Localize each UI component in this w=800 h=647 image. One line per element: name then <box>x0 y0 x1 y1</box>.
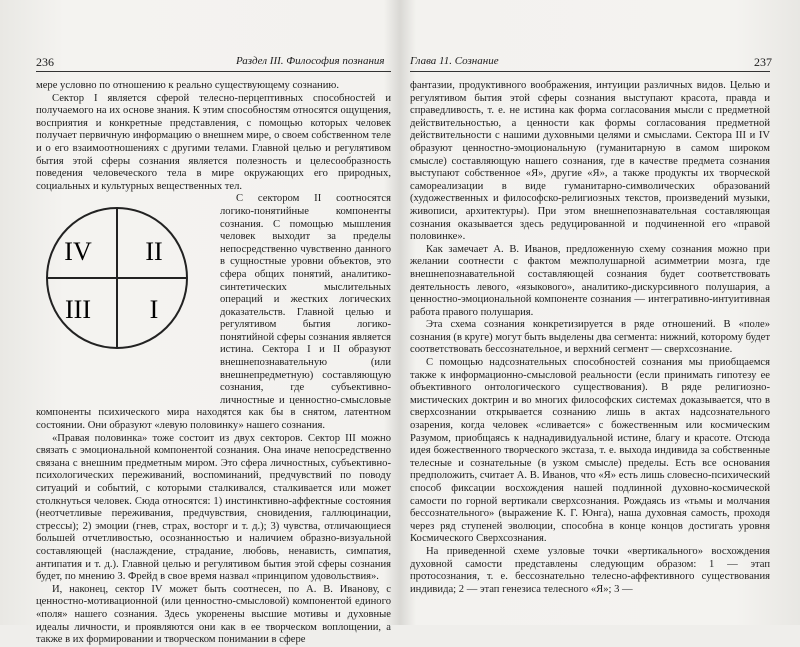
right-body <box>410 80 770 620</box>
paragraph: фантазии, продуктивного воображения, интуиции различных видов. Целью и регулятивом бытия этой сферы сознания выступают красота, правда и справедливость, т. е. не истина как форма согласования мысли с предметной действительностью, а ценности как формы согласования предметной действительности с нашими духовными целями и смыслами. Сектора III и IV образуют ценностно-эмоциональную (гуманитарную в самом широком смысле) составляющую нашего сознания, где в качестве предмета сознания выступают собственное «Я», другие «Я», а также продукты их творческой самореализации в виде гуманитарно-символических образований (художественных и философско-религиозных текстов, произведений музыки, живописи, архитектуры). При этом внешнепознавательная составляющая сознания оказывается здесь редуцированной и подчиненной его «правой половинке». <box>410 80 770 243</box>
left-page <box>0 0 400 646</box>
paragraph: Сектор I является сферой телесно-перцептивных способностей и получаемого на их основе знания. К этим способностям относятся ощущения, восприятия и конкретные представления, с помощью которых человек получает первичную информацию о внешнем мире, о своем собственном теле и о его взаимоотношениях с другими телами. Главной целью и регулятивом бытия этой сферы сознания является полезность и целесообразность поведения человеческого тела в мире окружающих его природных, социальных и культурных вещественных тел. <box>36 92 391 192</box>
left-body <box>36 80 391 646</box>
quadrant-label: IV <box>64 237 92 267</box>
paragraph: мере условно по отношению к реально существующему сознанию. <box>36 80 339 91</box>
paragraph: С сектором II соотносятся логико-понятийные компоненты сознания. С помощью мышления человек выходит за пределы непосредственно чувственно данного в сущностные уровни объектов, это сфера общих понятий, аналитико-синтетических мыслительных операций и жестких логических доказательств. Главной целью и регулятивом бытия логико-понятийной сферы сознания является истина. Сектора I и II образуют внешнепознавательную (или внешнепредметную) составляющую сознания, где субъективно-личностные и ценностно-смысловые компоненты психического мира находятся как бы в снятом, латентном состоянии. Они образуют «левую половинку» нашего сознания. <box>36 193 391 432</box>
diagram-wrap <box>36 193 214 398</box>
header-rule <box>36 71 391 72</box>
quadrant-label: II <box>145 237 163 267</box>
paragraph: На приведенной схеме узловые точки «вертикального» восхождения духовной самости представлены следующим образом: 1 — этап протосознания, т. е. бессознательно телесно-аффективного существования индивида; 2 — этап генезиса телесного «Я»; 3 — <box>410 545 770 595</box>
page-number: 236 <box>36 55 54 69</box>
running-header: Глава 11. Сознание <box>410 55 499 67</box>
right-page <box>400 0 800 625</box>
paragraph: Как замечает А. В. Иванов, предложенную схему сознания можно при желании соотнести с фактом межполушарной асимметрии мозга, где внешнепознавательной составляющей сознания будет соответствовать деятельность левого, «языкового», аналитико-дискурсивного полушария, а ценностно-эмоциональной компоненте сознания — интегративно-интуитивная работа правого полушария. <box>410 243 770 318</box>
paragraph: С помощью надсознательных способностей сознания мы приобщаемся также к информационно-смысловой реальности (если принимать гипотезу ее объективного онтологического существования). В ряде религиозно-мистических доктрин и во многих философских системах доказывается, что в сверхсознании открывается сознанию лишь в актах надсознательного озарения, когда человек «сливается» с божественным или космическим Разумом, приобщаясь к наднадивидуальной истине, благу и красоте. Отсюда идея божественного творческого экстаза, т. е. выхода индивида за собственные телесные и сознательные (в узком смысле) пределы. Есть все основания предположить, считает А. В. Иванов, что «Я» есть лишь словесно-психический способ фиксации восхождения нашей подлинной духовно-космической самости по горной вертикали сверхсознания. Рождаясь из «тьмы и молчания бессознательного» (выражение К. Г. Юнга), наша духовная самость, проходя через ряд ступеней эволюции, способна в конце концов достигать уровня Космического Сверхсознания. <box>410 357 770 545</box>
page-number: 237 <box>754 55 772 69</box>
quadrant-label: III <box>65 295 91 325</box>
quadrant-label: I <box>149 295 159 325</box>
header-rule <box>410 71 770 72</box>
running-header: Раздел III. Философия познания <box>236 55 385 67</box>
paragraph: «Правая половинка» тоже состоит из двух секторов. Сектор III можно связать с эмоциональной компонентой сознания. Она иначе непосредственно связана с внешним предметным миром. Это сфера личностных, субъективно-психологических переживаний, воспоминаний, предчувствий по поводу ситуаций и событий, с которыми сталкивался, сталкивается или может столкнуться человек. Сюда относятся: 1) инстинктивно-аффектные состояния (неотчетливые переживания, предчувствия, сновидения, галлюцинации, стрессы); 2) эмоции (гнев, страх, восторг и т. д.); 3) чувства, отличающиеся большей отчетливостью, осознанностью и наличием образно-визуальной составляющей (наслаждение, страдание, любовь, ненависть, симпатия, антипатия и т. д.). Главной целью и регулятивом бытия этой сферы сознания будет, по мнению З. Фрейд в свое время назвал «принципом удовольствия». <box>36 432 391 583</box>
paragraph: И, наконец, сектор IV может быть соотнесен, по А. В. Иванову, с ценностно-мотивационной (или ценностно-смысловой) компонентой единого «поля» нашего сознания. Здесь укоренены высшие мотивы и духовные идеалы личности, и проявляются они как в ее творческом воплощении, а также в их формировании и творческом понимании в сфере <box>36 583 391 646</box>
paragraph: Эта схема сознания конкретизируется в ряде отношений. В «поле» сознания (в круге) могут быть выделены два сегмента: нижний, которому будет соответствовать бессознательное, и верхний сегмент — сверхсознание. <box>410 319 770 356</box>
consciousness-diagram <box>42 203 192 353</box>
